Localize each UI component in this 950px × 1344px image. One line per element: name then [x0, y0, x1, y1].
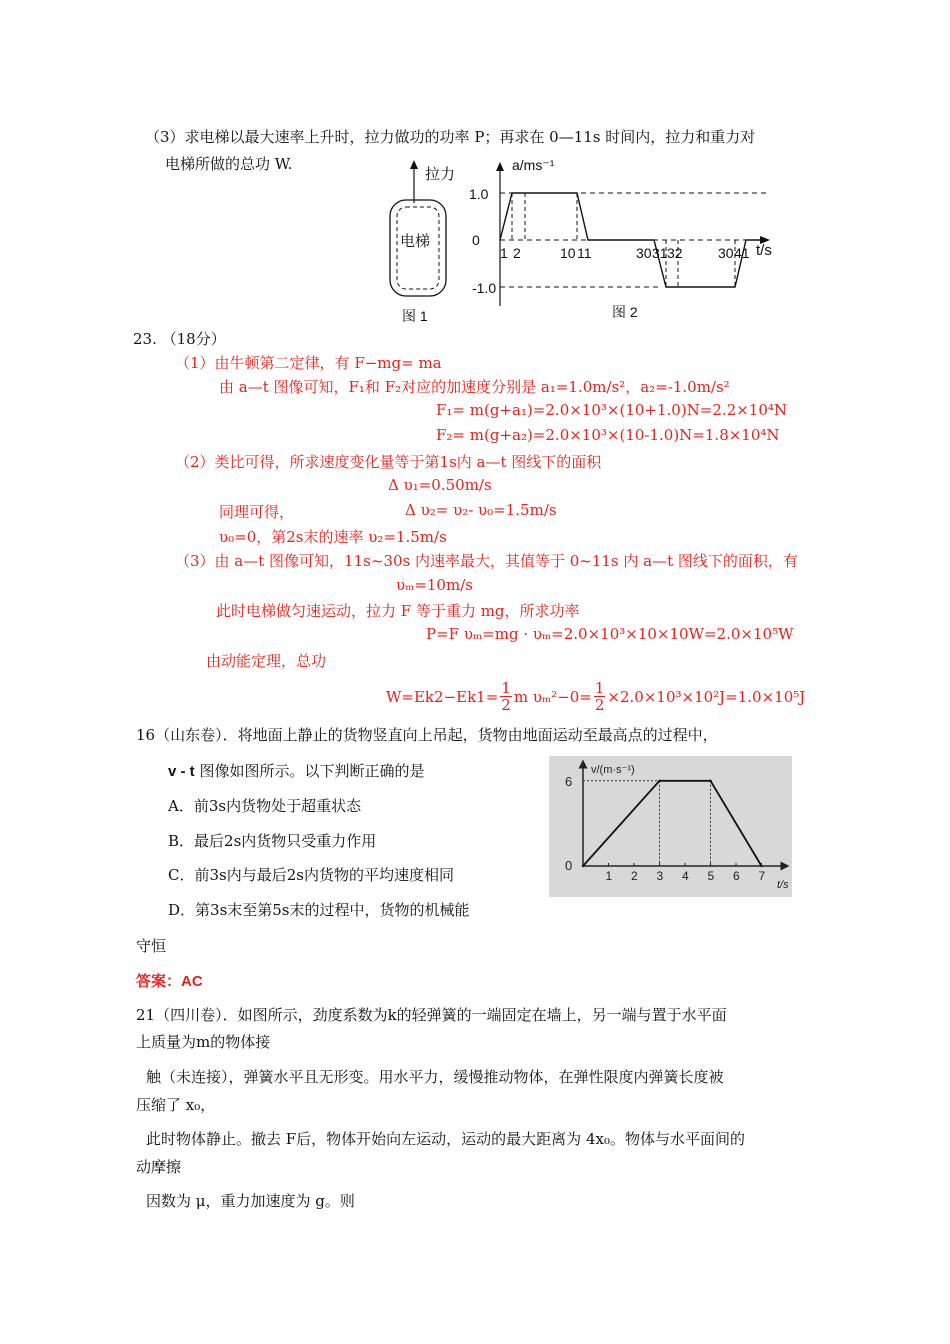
vt-x-tick-label: 6 [733, 869, 740, 883]
vt-series-line [583, 781, 762, 866]
solution-part3-line: P=F υₘ=mg · υₘ=2.0×10³×10×10W=2.0×10⁵W [426, 625, 794, 643]
fig2-x-axis-label: t/s [756, 242, 772, 259]
fig2-x-tick: 30 [636, 245, 652, 261]
figure-1-caption: 图 1 [402, 308, 428, 324]
fig2-x-tick: 11 [577, 245, 592, 261]
solution-part3-line: 此时电梯做匀速运动，拉力 F 等于重力 mg，所求功率 [216, 602, 580, 620]
fig2-x-tick: 30 [718, 245, 734, 261]
vt-x-tick-label: 2 [631, 869, 638, 883]
vt-data-point [709, 780, 711, 782]
solution-part2-line: υ₀=0，第2s末的速率 υ₂=1.5m/s [219, 528, 447, 546]
solution-part1-line: （1）由牛顿第二定律，有 F−mg= ma [175, 354, 442, 372]
q16-stem: 16（山东卷）．将地面上静止的货物竖直向上吊起，货物由地面运动至最高点的过程中， [136, 726, 718, 744]
fig2-y-tick-1: 1.0 [469, 186, 489, 202]
solution-part3-line: 由动能定理，总功 [206, 652, 327, 670]
solution-part2-line: （2）类比可得，所求速度变化量等于第1s内 a—t 图线下的面积 [175, 453, 602, 471]
vt-y-tick-label: 6 [565, 773, 573, 789]
fraction-half [500, 680, 512, 713]
force-label: 拉力 [425, 166, 456, 183]
work-energy-equation [386, 680, 805, 713]
solution-heading: 23. （18分） [133, 330, 226, 348]
q16-stem-2 [168, 760, 424, 781]
q3-line-1: （3）求电梯以最大速率上升时，拉力做功的功率 P；再求在 0—11s 时间内，拉力和重力对 [145, 128, 756, 146]
vt-chart [549, 756, 792, 897]
solution-part1-line: 由 a—t 图像可知，F₁和 F₂对应的加速度分别是 a₁=1.0m/s²，a₂=-1.0m/s² [219, 378, 730, 396]
fig2-x-tick: 1 [500, 245, 508, 261]
solution-part2-line: Δ υ₁=0.50m/s [388, 476, 492, 494]
q16-option-c: C．前3s内与最后2s内货物的平均速度相同 [168, 866, 454, 884]
elevator-label: 电梯 [400, 233, 431, 250]
solution-part2-line: Δ υ₂= υ₂- υ₀=1.5m/s [405, 501, 557, 519]
fig2-x-tick: 32 [667, 245, 683, 261]
vt-y-axis-label: v/(m·s⁻¹) [591, 764, 635, 776]
q3-line-2: 电梯所做的总功 W. [165, 155, 293, 173]
vt-x-tick-label: 3 [656, 869, 664, 883]
fraction-numerator: 1 [501, 679, 511, 697]
fig2-x-tick: 2 [513, 245, 521, 261]
vt-x-tick-label: 1 [605, 869, 613, 883]
q21-line: 21（四川卷）．如图所示，劲度系数为k的轻弹簧的一端固定在墙上，另一端与置于水平面 [136, 1006, 727, 1024]
equation-part: ×2.0×10³×10²J=1.0×10⁵J [607, 687, 806, 706]
vt-data-point [582, 865, 584, 867]
vt-y-tick-label: 0 [565, 858, 573, 873]
solution-part1-line: F₂= m(g+a₂)=2.0×10³×(10-1.0)N=1.8×10⁴N [436, 426, 780, 444]
solution-part3-line: υₘ=10m/s [396, 576, 473, 594]
q21-line: 上质量为m的物体接 [136, 1033, 271, 1051]
q21-line: 因数为 μ，重力加速度为 g。则 [146, 1192, 355, 1210]
fraction-denominator: 2 [501, 696, 511, 714]
q21-line: 压缩了 x₀， [136, 1096, 216, 1114]
equation-part: m υₘ²−0= [513, 687, 592, 706]
q16-option-b: B．最后2s内货物只受重力作用 [168, 832, 377, 850]
fraction-numerator: 1 [594, 679, 605, 697]
solution-part2-line: 同理可得， [219, 503, 295, 521]
q16-answer: 答案：AC [136, 973, 203, 990]
q16-option-d-cont: 守恒 [136, 937, 167, 955]
vt-x-tick-label: 7 [758, 869, 766, 883]
vt-data-point [658, 780, 660, 782]
vt-x-tick-label: 4 [682, 869, 689, 883]
q16-option-d: D．第3s末至第5s末的过程中，货物的机械能 [168, 901, 470, 919]
fig2-y-tick-0: 0 [472, 232, 480, 248]
figure-2-caption: 图 2 [612, 304, 638, 320]
fig2-x-tick: 10 [560, 245, 576, 261]
fig2-x-tick: 41 [734, 245, 750, 261]
vt-x-tick-label: 5 [707, 869, 715, 883]
fig2-y-axis-label: a/ms⁻¹ [512, 157, 555, 173]
fig2-y-tick-neg1: -1.0 [472, 280, 497, 296]
vt-chart-svg [549, 756, 792, 897]
vt-symbol: v - t [168, 763, 195, 780]
fig2-x-tick: 31 [652, 245, 668, 261]
q16-stem-text: 图像如图所示。以下判断正确的是 [194, 762, 425, 780]
equation-part: W=Ek2−Ek1= [386, 687, 499, 706]
q16-option-a: A．前3s内货物处于超重状态 [168, 797, 362, 815]
figure-2-at-graph [462, 156, 782, 316]
q21-line: 此时物体静止。撤去 F后，物体开始向左运动，运动的最大距离为 4x₀。物体与水平面间的 [146, 1130, 745, 1148]
q21-line: 触（未连接），弹簧水平且无形变。用水平力，缓慢推动物体，在弹性限度内弹簧长度被 [146, 1068, 724, 1086]
fraction-denominator: 2 [594, 696, 605, 714]
q21-line: 动摩擦 [136, 1158, 182, 1176]
solution-part1-line: F₁= m(g+a₁)=2.0×10³×(10+1.0)N=2.2×10⁴N [436, 401, 788, 419]
fraction-half [594, 680, 606, 713]
solution-part3-line: （3）由 a—t 图像可知，11s~30s 内速率最大，其值等于 0~11s 内 a—t 图线下的面积，有 [175, 552, 798, 570]
vt-x-axis-label: t/s [777, 879, 789, 891]
